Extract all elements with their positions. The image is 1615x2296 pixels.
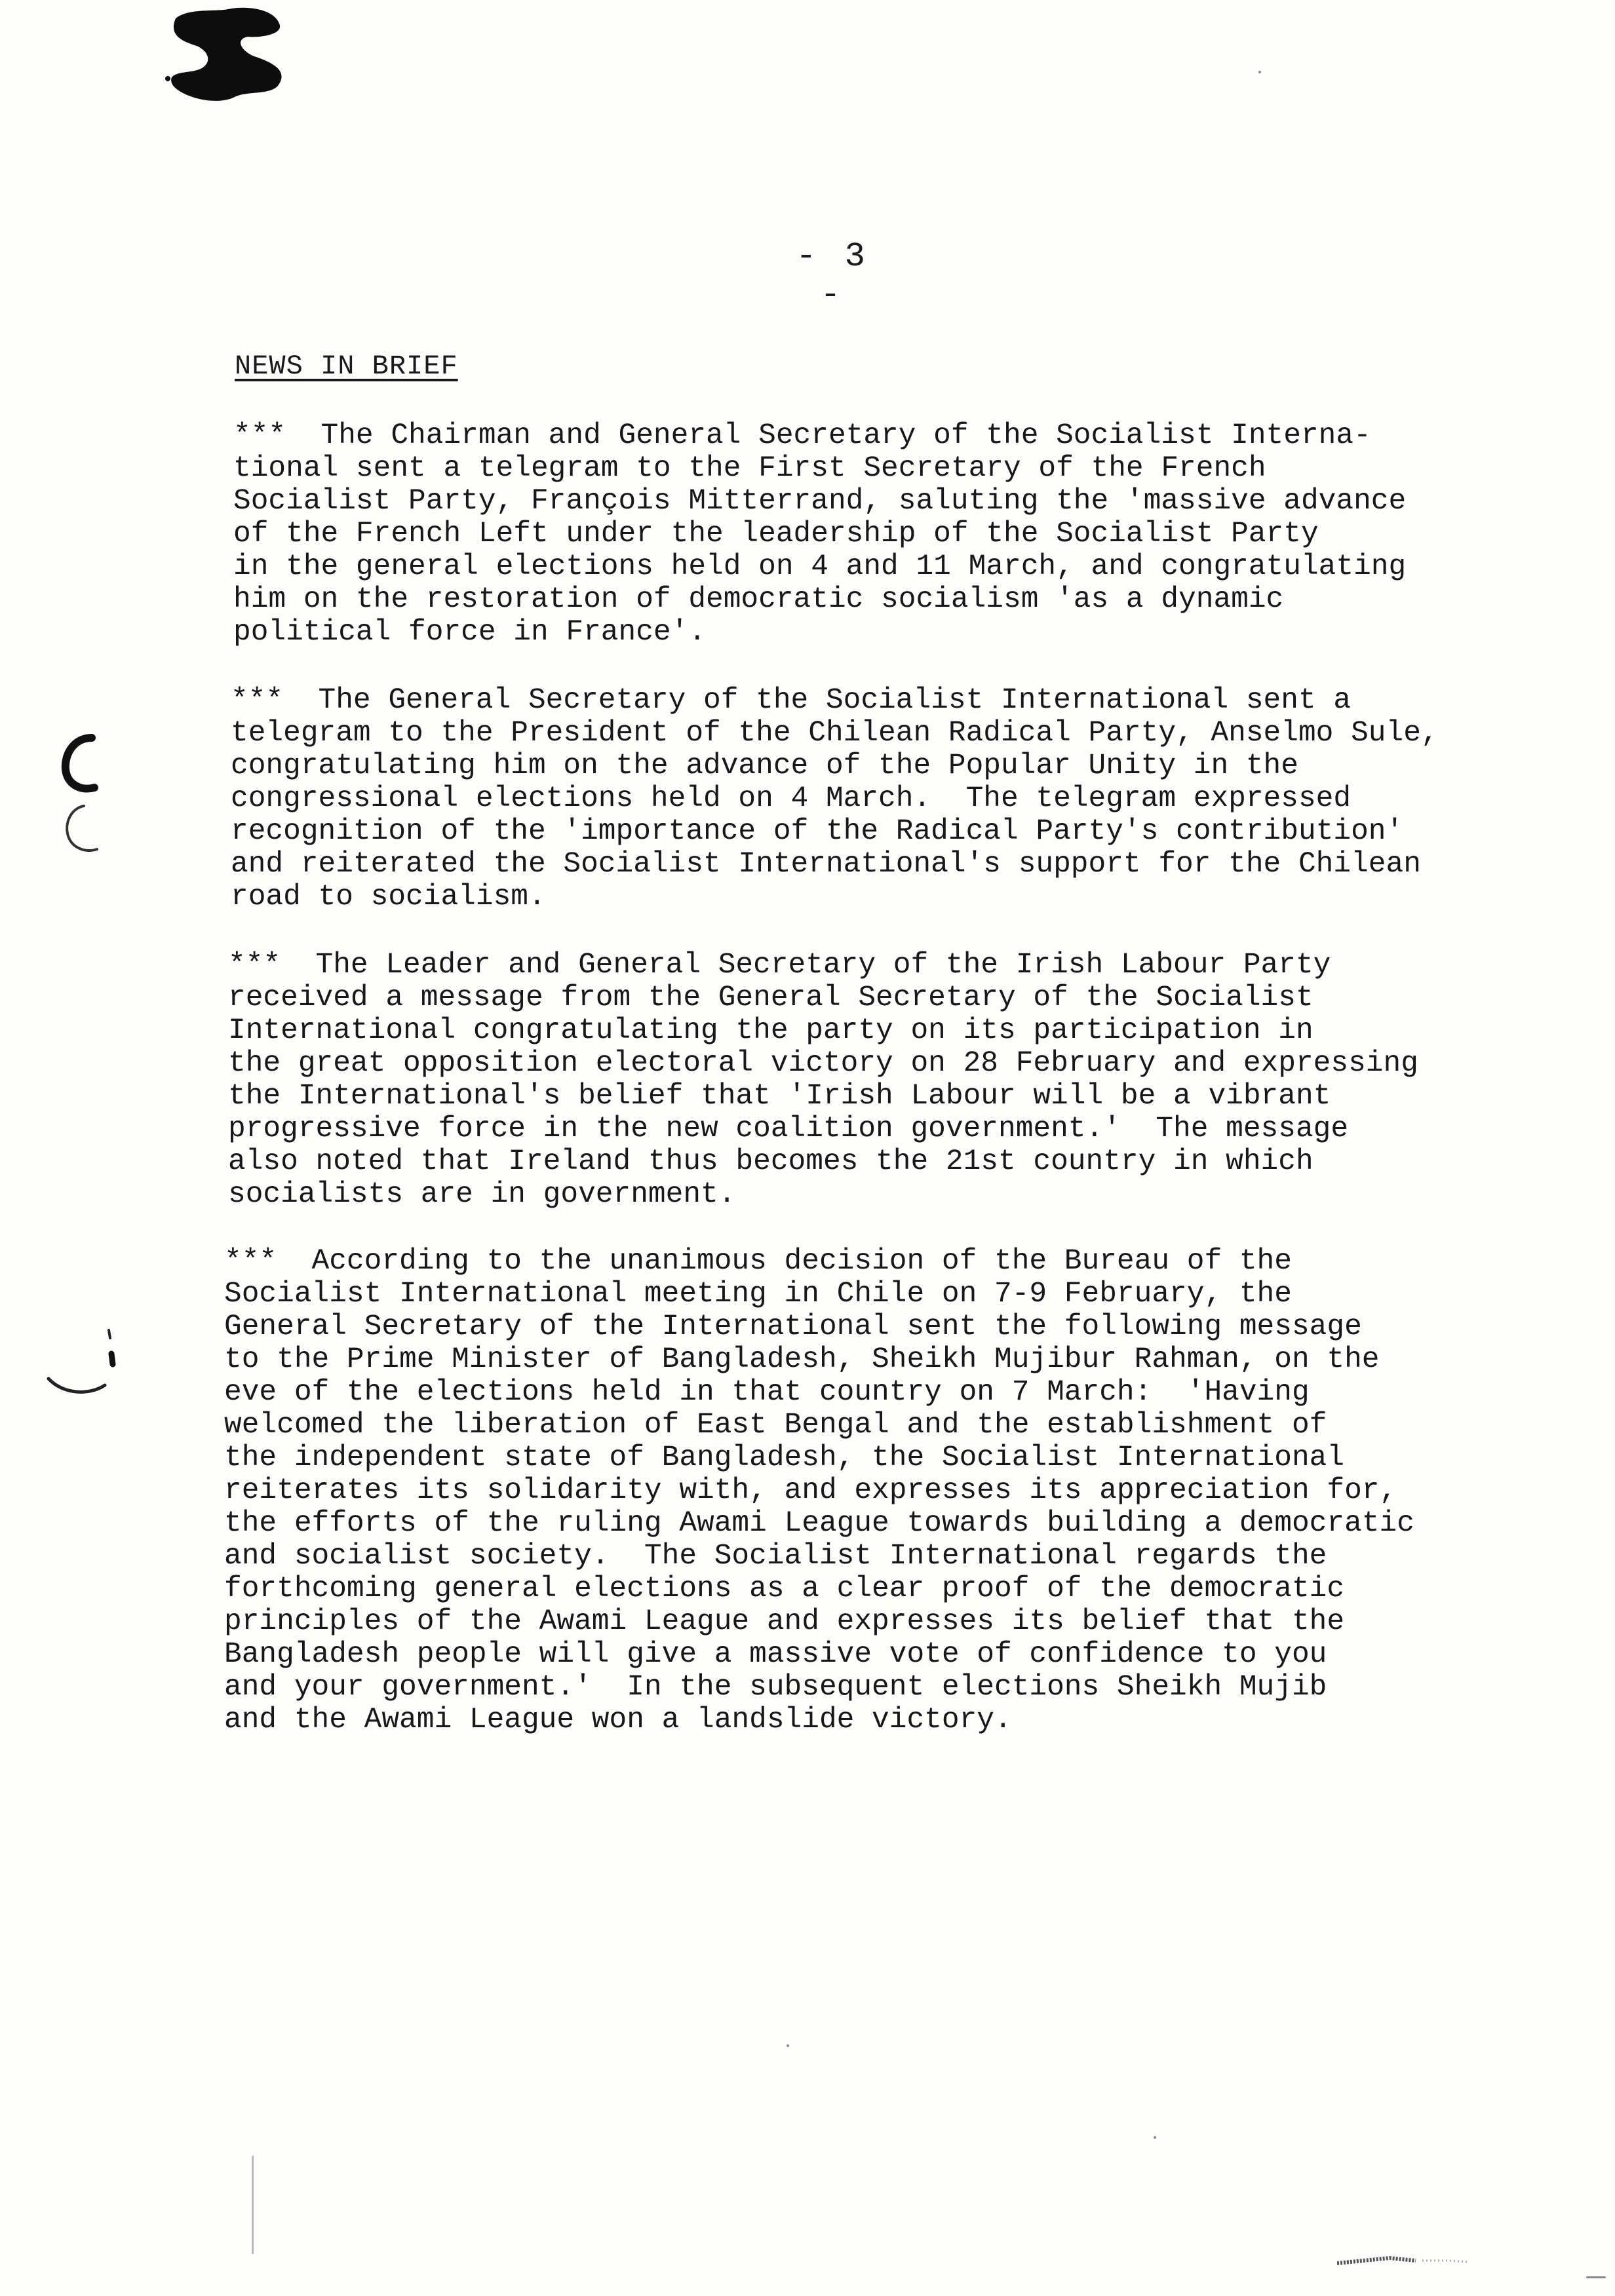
text-line: *** According to the unanimous decision of the Bureau of the (224, 1245, 1292, 1278)
text-line: *** The General Secretary of the Socialist International sent a (231, 684, 1352, 717)
text-line: the independent state of Bangladesh, the Socialist International (224, 1442, 1345, 1474)
text-line: forthcoming general elections as a clear proof of the democratic (224, 1573, 1345, 1605)
dust-speck (1586, 2276, 1606, 2278)
text-line: tional sent a telegram to the First Secretary of the French (233, 452, 1266, 485)
text-line: socialists are in government. (228, 1178, 736, 1211)
margin-hole-mark (43, 1326, 122, 1425)
text-line: Socialist Party, François Mitterrand, saluting the 'massive advance (233, 485, 1407, 518)
text-line: congressional elections held on 4 March. The telegram expressed (231, 782, 1352, 815)
dust-speck (787, 2044, 789, 2047)
text-line: the efforts of the ruling Awami League towards building a democratic (224, 1507, 1414, 1540)
text-line: and the Awami League won a landslide victory. (224, 1704, 1012, 1736)
text-line: the great opposition electoral victory on 28 February and expressing (228, 1047, 1418, 1080)
text-line: the International's belief that 'Irish Labour will be a vibrant (228, 1080, 1331, 1113)
text-line: political force in France'. (233, 616, 707, 649)
text-line: Socialist International meeting in Chile on 7-9 February, the (224, 1278, 1292, 1311)
text-line: *** The Leader and General Secretary of the Irish Labour Party (228, 949, 1331, 982)
text-line: to the Prime Minister of Bangladesh, Sheikh Mujibur Rahman, on the (224, 1343, 1380, 1376)
news-item-bangladesh (224, 1245, 1414, 1736)
text-line: him on the restoration of democratic socialism 'as a dynamic (233, 583, 1284, 616)
text-line: eve of the elections held in that country on 7 March: 'Having (224, 1376, 1310, 1409)
text-line: telegram to the President of the Chilean Radical Party, Anselmo Sule, (231, 717, 1439, 750)
text-line: *** The Chairman and General Secretary of the Socialist Interna- (233, 419, 1371, 452)
news-item-mitterrand (233, 419, 1406, 649)
text-line: congratulating him on the advance of the Popular Unity in the (231, 750, 1298, 782)
text-line: and socialist society. The Socialist International regards the (224, 1540, 1327, 1573)
text-line: and reiterated the Socialist International's support for the Chilean (231, 848, 1421, 881)
scan-noise-mark (1337, 2251, 1481, 2267)
dust-speck (1154, 2136, 1156, 2139)
text-line: received a message from the General Secretary of the Socialist (228, 982, 1313, 1014)
text-line: of the French Left under the leadership of the Socialist Party (233, 518, 1319, 550)
text-line: International congratulating the party on its participation in (228, 1014, 1313, 1047)
text-line: Bangladesh people will give a massive vote of confidence to you (224, 1638, 1327, 1671)
section-heading: NEWS IN BRIEF (235, 351, 458, 382)
dust-speck (1258, 71, 1261, 73)
text-line: progressive force in the new coalition government.' The message (228, 1113, 1349, 1145)
page-number: - 3 - (796, 237, 869, 315)
text-line: principles of the Awami League and expresses its belief that the (224, 1605, 1345, 1638)
text-line: General Secretary of the International sent the following message (224, 1311, 1362, 1343)
scan-edge-line (252, 2156, 254, 2254)
margin-hole-mark (54, 729, 106, 860)
text-line: also noted that Ireland thus becomes the 21st country in which (228, 1145, 1313, 1178)
text-line: in the general elections held on 4 and 11 March, and congratulating (233, 550, 1407, 583)
news-item-chile (231, 684, 1439, 913)
news-item-irish-labour (228, 949, 1418, 1211)
text-line: recognition of the 'importance of the Radical Party's contribution' (231, 815, 1404, 848)
text-line: road to socialism. (231, 881, 546, 913)
text-line: reiterates its solidarity with, and expresses its appreciation for, (224, 1474, 1397, 1507)
text-line: and your government.' In the subsequent elections Sheikh Mujib (224, 1671, 1327, 1704)
ink-blot-mark (163, 5, 291, 104)
text-line: welcomed the liberation of East Bengal and the establishment of (224, 1409, 1327, 1442)
